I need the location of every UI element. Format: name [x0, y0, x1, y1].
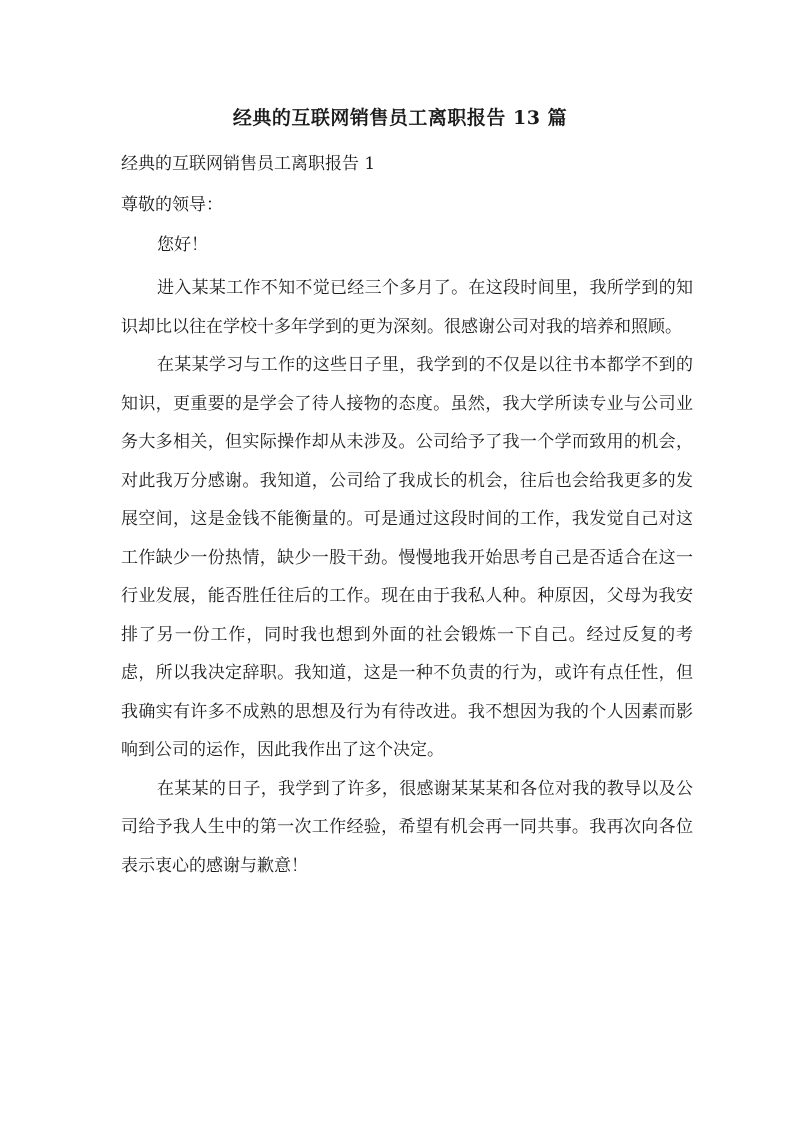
- paragraph-intro: 进入某某工作不知不觉已经三个多月了。在这段时间里，我所学到的知识却比以往在学校十多年学到的更为深刻。很感谢公司对我的培养和照顾。: [121, 278, 693, 337]
- report-subtitle: 经典的互联网销售员工离职报告 1: [121, 154, 376, 174]
- document-title: 经典的互联网销售员工离职报告 13 篇: [232, 107, 568, 129]
- paragraph-thanks: 在某某的日子，我学到了许多，很感谢某某某和各位对我的教导以及公司给予我人生中的第一次工作经验，希望有机会再一同共事。我再次向各位表示衷心的感谢与歉意！: [121, 778, 693, 876]
- letter-body: [121, 269, 693, 885]
- paragraph-reason: 在某某学习与工作的这些日子里，我学到的不仅是以往书本都学不到的知识，更重要的是学会了待人接物的态度。虽然，我大学所读专业与公司业务大多相关，但实际操作却从未涉及。公司给予了我一个学而致用的机会，对此我万分感谢。我知道，公司给了我成长的机会，往后也会给我更多的发展空间，这是金钱不能衡量的。可是通过这段时间的工作，我发觉自己对这工作缺少一份热情，缺少一股干劲。慢慢地我开始思考自己是否适合在这一行业发展，能否胜任往后的工作。现在由于我私人种。种原因，父母为我安排了另一份工作，同时我也想到外面的社会锻炼一下自己。经过反复的考虑，所以我决定辞职。我知道，这是一种不负责的行为，或许有点任性，但我确实有许多不成熟的思想及行为有待改进。我不想因为我的个人因素而影响到公司的运作，因此我作出了这个决定。: [121, 355, 693, 760]
- greeting: 您好！: [157, 235, 208, 255]
- salutation: 尊敬的领导：: [121, 195, 223, 215]
